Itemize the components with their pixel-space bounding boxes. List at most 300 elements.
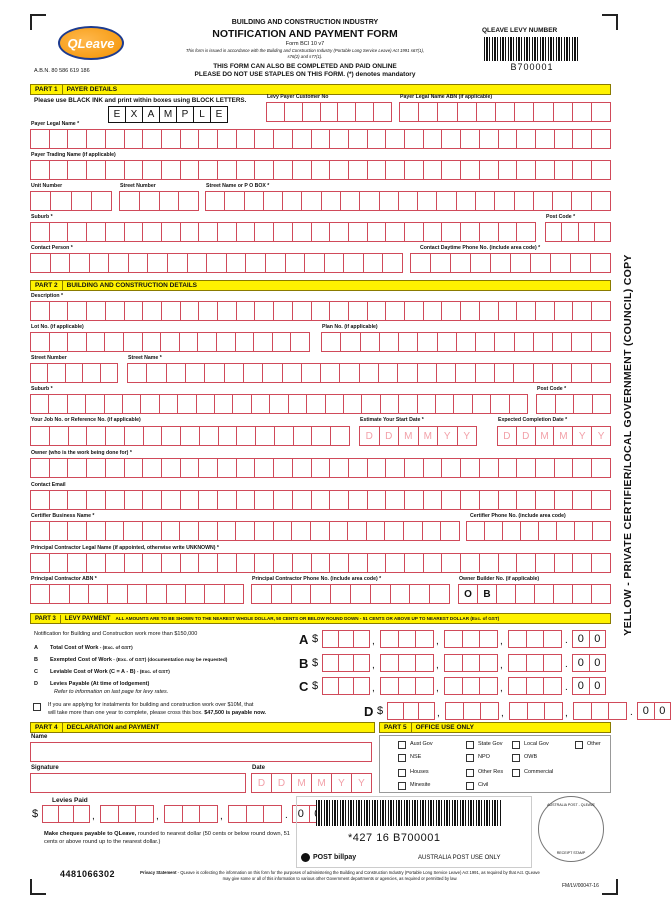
input-cell[interactable] xyxy=(256,427,275,445)
input-cell[interactable] xyxy=(106,554,125,572)
input-cell[interactable] xyxy=(31,254,51,272)
input-cell[interactable] xyxy=(553,364,572,382)
trading-name-field[interactable] xyxy=(30,160,611,180)
input-cell[interactable] xyxy=(165,806,183,822)
input-cell[interactable] xyxy=(125,223,144,241)
input-cell[interactable] xyxy=(536,459,555,477)
input-cell[interactable] xyxy=(349,161,368,179)
input-cell[interactable] xyxy=(162,554,181,572)
input-cell[interactable] xyxy=(405,130,424,148)
input-cell[interactable] xyxy=(106,130,125,148)
input-cell[interactable] xyxy=(480,223,499,241)
input-cell[interactable] xyxy=(386,491,405,509)
input-cell[interactable] xyxy=(49,395,67,413)
input-cell[interactable] xyxy=(544,678,561,694)
input-cell[interactable] xyxy=(461,554,480,572)
signature-field[interactable] xyxy=(30,773,246,793)
input-cell[interactable] xyxy=(31,333,50,351)
input-cell[interactable] xyxy=(87,130,106,148)
certifier-business-field[interactable] xyxy=(30,521,460,541)
amount-c-group[interactable] xyxy=(322,677,370,695)
input-cell[interactable] xyxy=(461,223,480,241)
input-cell[interactable] xyxy=(252,395,270,413)
input-cell[interactable] xyxy=(199,302,218,320)
suburb-field[interactable] xyxy=(30,222,536,242)
input-cell[interactable] xyxy=(305,254,325,272)
input-cell[interactable] xyxy=(442,223,461,241)
input-cell[interactable] xyxy=(218,130,237,148)
input-cell[interactable] xyxy=(416,655,433,671)
input-cell[interactable] xyxy=(499,302,518,320)
input-cell[interactable] xyxy=(510,703,528,719)
input-cell[interactable] xyxy=(270,395,288,413)
input-cell[interactable] xyxy=(227,254,247,272)
input-cell[interactable] xyxy=(167,585,186,603)
input-cell[interactable] xyxy=(50,459,69,477)
input-cell[interactable] xyxy=(340,364,359,382)
input-cell[interactable] xyxy=(386,161,405,179)
input-cell[interactable] xyxy=(293,459,312,477)
input-cell[interactable] xyxy=(69,427,88,445)
input-cell[interactable] xyxy=(405,223,424,241)
input-cell[interactable] xyxy=(572,333,591,351)
office-checkbox[interactable] xyxy=(398,741,406,749)
input-cell[interactable] xyxy=(442,459,461,477)
input-cell[interactable] xyxy=(495,333,514,351)
input-cell[interactable] xyxy=(50,161,69,179)
input-cell[interactable] xyxy=(326,395,344,413)
input-cell[interactable] xyxy=(219,427,238,445)
input-cell[interactable] xyxy=(162,130,181,148)
input-cell[interactable] xyxy=(274,161,293,179)
input-cell[interactable] xyxy=(495,364,514,382)
input-cell[interactable] xyxy=(368,554,387,572)
input-cell[interactable] xyxy=(416,631,433,647)
input-cell[interactable] xyxy=(162,491,181,509)
input-cell[interactable] xyxy=(405,161,424,179)
input-cell[interactable] xyxy=(573,130,592,148)
input-cell[interactable] xyxy=(348,522,367,540)
date-cell[interactable]: D xyxy=(380,427,400,445)
input-cell[interactable] xyxy=(381,395,399,413)
input-cell[interactable] xyxy=(368,130,387,148)
office-checkbox[interactable] xyxy=(466,741,474,749)
date-cell[interactable]: Y xyxy=(597,430,605,442)
input-cell[interactable] xyxy=(386,130,405,148)
amount-d-group[interactable] xyxy=(573,702,627,720)
input-cell[interactable] xyxy=(354,678,369,694)
input-cell[interactable] xyxy=(534,364,553,382)
input-cell[interactable] xyxy=(464,703,482,719)
owner-builder-prefix[interactable]: O xyxy=(459,585,478,603)
input-cell[interactable] xyxy=(573,161,592,179)
input-cell[interactable] xyxy=(143,302,162,320)
input-cell[interactable] xyxy=(87,302,106,320)
amount-b-cents[interactable] xyxy=(572,654,606,672)
input-cell[interactable] xyxy=(31,223,50,241)
input-cell[interactable] xyxy=(293,302,312,320)
input-cell[interactable] xyxy=(252,585,272,603)
input-cell[interactable] xyxy=(101,364,117,382)
input-cell[interactable] xyxy=(399,395,417,413)
input-cell[interactable] xyxy=(386,223,405,241)
input-cell[interactable] xyxy=(247,806,265,822)
input-cell[interactable] xyxy=(349,554,368,572)
input-cell[interactable] xyxy=(445,655,463,671)
input-cell[interactable] xyxy=(351,585,371,603)
customer-no-field[interactable] xyxy=(266,102,392,122)
input-cell[interactable] xyxy=(534,103,553,121)
input-cell[interactable] xyxy=(344,254,364,272)
input-cell[interactable] xyxy=(274,554,293,572)
input-cell[interactable] xyxy=(218,459,237,477)
input-cell[interactable] xyxy=(51,192,71,210)
unit-field[interactable] xyxy=(30,191,112,211)
street-no-field[interactable] xyxy=(119,191,199,211)
input-cell[interactable] xyxy=(442,130,461,148)
input-cell[interactable] xyxy=(143,554,162,572)
input-cell[interactable] xyxy=(285,103,303,121)
input-cell[interactable] xyxy=(339,631,355,647)
input-cell[interactable] xyxy=(207,254,227,272)
input-cell[interactable] xyxy=(90,254,110,272)
input-cell[interactable] xyxy=(436,395,454,413)
input-cell[interactable] xyxy=(31,364,48,382)
input-cell[interactable] xyxy=(579,223,595,241)
input-cell[interactable] xyxy=(68,333,87,351)
input-cell[interactable] xyxy=(463,631,481,647)
input-cell[interactable] xyxy=(510,395,527,413)
input-cell[interactable] xyxy=(237,161,256,179)
office-checkbox[interactable] xyxy=(512,754,520,762)
input-cell[interactable] xyxy=(467,522,485,540)
input-cell[interactable] xyxy=(430,585,449,603)
date-cell[interactable]: D xyxy=(498,427,517,445)
input-cell[interactable] xyxy=(491,254,511,272)
input-cell[interactable] xyxy=(374,103,391,121)
input-cell[interactable] xyxy=(68,491,87,509)
input-cell[interactable] xyxy=(442,302,461,320)
postcode-field[interactable] xyxy=(545,222,611,242)
input-cell[interactable] xyxy=(330,130,349,148)
input-cell[interactable] xyxy=(225,364,244,382)
levies-paid-group[interactable] xyxy=(100,805,154,823)
date-cell[interactable]: M xyxy=(419,427,439,445)
input-cell[interactable] xyxy=(293,130,312,148)
office-checkbox[interactable] xyxy=(575,741,583,749)
amount-a-group[interactable] xyxy=(508,630,562,648)
input-cell[interactable] xyxy=(360,192,379,210)
input-cell[interactable] xyxy=(50,585,69,603)
input-cell[interactable] xyxy=(509,655,527,671)
input-cell[interactable] xyxy=(68,522,87,540)
date-cell[interactable]: M xyxy=(536,427,555,445)
input-cell[interactable] xyxy=(499,459,518,477)
office-checkbox[interactable] xyxy=(466,754,474,762)
input-cell[interactable] xyxy=(225,192,244,210)
amount-a-group[interactable] xyxy=(444,630,498,648)
input-cell[interactable] xyxy=(454,395,472,413)
input-cell[interactable] xyxy=(31,427,50,445)
input-cell[interactable] xyxy=(205,364,224,382)
input-cell[interactable] xyxy=(225,585,243,603)
p2-street-no-field[interactable] xyxy=(30,363,118,383)
amount-a-group[interactable] xyxy=(322,630,370,648)
input-cell[interactable] xyxy=(87,427,106,445)
input-cell[interactable] xyxy=(385,522,404,540)
input-cell[interactable] xyxy=(162,223,181,241)
input-cell[interactable] xyxy=(535,585,554,603)
input-cell[interactable] xyxy=(294,427,313,445)
input-cell[interactable] xyxy=(181,302,200,320)
office-checkbox[interactable] xyxy=(466,769,474,777)
input-cell[interactable] xyxy=(181,223,200,241)
input-cell[interactable] xyxy=(480,459,499,477)
instalment-checkbox[interactable] xyxy=(33,703,41,711)
input-cell[interactable] xyxy=(517,161,536,179)
input-cell[interactable] xyxy=(424,491,443,509)
input-cell[interactable] xyxy=(554,103,573,121)
input-cell[interactable] xyxy=(593,522,610,540)
input-cell[interactable] xyxy=(217,333,236,351)
input-cell[interactable] xyxy=(609,703,626,719)
input-cell[interactable] xyxy=(68,223,87,241)
input-cell[interactable] xyxy=(108,585,127,603)
amount-c-group[interactable] xyxy=(444,677,498,695)
input-cell[interactable] xyxy=(180,522,199,540)
input-cell[interactable] xyxy=(528,703,546,719)
input-cell[interactable] xyxy=(101,806,119,822)
input-cell[interactable] xyxy=(274,459,293,477)
input-cell[interactable] xyxy=(31,585,50,603)
input-cell[interactable] xyxy=(555,491,574,509)
input-cell[interactable] xyxy=(125,554,144,572)
input-cell[interactable] xyxy=(399,192,418,210)
job-no-field[interactable] xyxy=(30,426,350,446)
office-checkbox[interactable] xyxy=(398,754,406,762)
input-cell[interactable] xyxy=(199,459,218,477)
input-cell[interactable] xyxy=(476,333,495,351)
input-cell[interactable] xyxy=(70,585,89,603)
input-cell[interactable] xyxy=(48,364,65,382)
input-cell[interactable] xyxy=(368,161,387,179)
input-cell[interactable] xyxy=(125,161,144,179)
input-cell[interactable] xyxy=(264,806,281,822)
input-cell[interactable] xyxy=(143,459,162,477)
input-cell[interactable] xyxy=(236,522,255,540)
input-cell[interactable] xyxy=(255,554,274,572)
input-cell[interactable] xyxy=(312,130,331,148)
input-cell[interactable] xyxy=(188,254,208,272)
input-cell[interactable] xyxy=(463,655,481,671)
input-cell[interactable] xyxy=(68,161,87,179)
date-cell[interactable]: D xyxy=(272,774,292,792)
input-cell[interactable] xyxy=(514,364,533,382)
input-cell[interactable] xyxy=(368,459,387,477)
input-cell[interactable] xyxy=(595,223,610,241)
input-cell[interactable] xyxy=(312,302,331,320)
levies-paid-group[interactable] xyxy=(228,805,282,823)
input-cell[interactable] xyxy=(312,554,331,572)
amount-b-group[interactable] xyxy=(322,654,370,672)
input-cell[interactable] xyxy=(572,364,591,382)
input-cell[interactable] xyxy=(330,161,349,179)
input-cell[interactable] xyxy=(517,491,536,509)
input-cell[interactable] xyxy=(368,302,387,320)
input-cell[interactable] xyxy=(400,103,419,121)
input-cell[interactable] xyxy=(106,491,125,509)
input-cell[interactable] xyxy=(321,364,340,382)
input-cell[interactable] xyxy=(379,364,398,382)
input-cell[interactable] xyxy=(109,254,129,272)
input-cell[interactable] xyxy=(200,806,217,822)
office-checkbox[interactable] xyxy=(512,741,520,749)
input-cell[interactable] xyxy=(480,491,499,509)
amount-a-group[interactable] xyxy=(380,630,434,648)
input-cell[interactable] xyxy=(255,459,274,477)
input-cell[interactable] xyxy=(50,302,69,320)
levies-paid-group[interactable] xyxy=(164,805,218,823)
input-cell[interactable] xyxy=(283,364,302,382)
input-cell[interactable] xyxy=(573,585,592,603)
input-cell[interactable] xyxy=(419,703,434,719)
amount-b-group[interactable] xyxy=(380,654,434,672)
input-cell[interactable] xyxy=(461,130,480,148)
input-cell[interactable] xyxy=(405,459,424,477)
input-cell[interactable] xyxy=(473,395,491,413)
input-cell[interactable] xyxy=(593,395,611,413)
input-cell[interactable] xyxy=(312,223,331,241)
input-cell[interactable] xyxy=(237,302,256,320)
input-cell[interactable] xyxy=(527,631,545,647)
input-cell[interactable] xyxy=(438,103,457,121)
input-cell[interactable] xyxy=(31,554,50,572)
input-cell[interactable] xyxy=(181,554,200,572)
input-cell[interactable] xyxy=(575,522,593,540)
input-cell[interactable] xyxy=(87,223,106,241)
input-cell[interactable] xyxy=(199,522,218,540)
input-cell[interactable] xyxy=(381,655,399,671)
input-cell[interactable] xyxy=(536,161,555,179)
input-cell[interactable] xyxy=(553,333,572,351)
input-cell[interactable] xyxy=(534,192,553,210)
input-cell[interactable] xyxy=(66,364,83,382)
input-cell[interactable] xyxy=(515,192,534,210)
input-cell[interactable] xyxy=(292,522,311,540)
input-cell[interactable] xyxy=(399,655,417,671)
input-cell[interactable] xyxy=(312,459,331,477)
input-cell[interactable] xyxy=(553,192,572,210)
input-cell[interactable] xyxy=(480,161,499,179)
owner-builder-prefix[interactable]: B xyxy=(478,585,497,603)
input-cell[interactable] xyxy=(229,806,247,822)
input-cell[interactable] xyxy=(437,192,456,210)
input-cell[interactable] xyxy=(555,459,574,477)
input-cell[interactable] xyxy=(572,192,591,210)
input-cell[interactable] xyxy=(31,192,51,210)
input-cell[interactable] xyxy=(293,223,312,241)
input-cell[interactable] xyxy=(89,585,108,603)
input-cell[interactable] xyxy=(183,806,201,822)
date-cell[interactable]: Y xyxy=(358,777,365,789)
input-cell[interactable] xyxy=(536,554,555,572)
input-cell[interactable] xyxy=(418,333,437,351)
input-cell[interactable] xyxy=(544,655,561,671)
name-field[interactable] xyxy=(30,742,372,762)
owner-field[interactable] xyxy=(30,458,611,478)
input-cell[interactable] xyxy=(68,302,87,320)
input-cell[interactable] xyxy=(123,395,141,413)
input-cell[interactable] xyxy=(349,130,368,148)
input-cell[interactable] xyxy=(237,427,256,445)
input-cell[interactable] xyxy=(92,192,111,210)
input-cell[interactable] xyxy=(499,223,518,241)
certifier-phone-field[interactable] xyxy=(466,521,611,541)
input-cell[interactable] xyxy=(339,678,355,694)
input-cell[interactable] xyxy=(480,302,499,320)
input-cell[interactable] xyxy=(423,522,442,540)
p2-suburb-field[interactable] xyxy=(30,394,528,414)
input-cell[interactable] xyxy=(354,655,369,671)
office-checkbox[interactable] xyxy=(398,782,406,790)
input-cell[interactable] xyxy=(410,585,430,603)
input-cell[interactable] xyxy=(50,554,69,572)
input-cell[interactable] xyxy=(124,522,143,540)
date-cell[interactable]: Y xyxy=(463,430,471,442)
input-cell[interactable] xyxy=(128,585,147,603)
input-cell[interactable] xyxy=(515,333,534,351)
input-cell[interactable] xyxy=(330,223,349,241)
input-cell[interactable] xyxy=(31,161,50,179)
input-cell[interactable] xyxy=(68,395,86,413)
input-cell[interactable] xyxy=(179,192,198,210)
input-cell[interactable] xyxy=(367,522,386,540)
input-cell[interactable] xyxy=(307,395,325,413)
input-cell[interactable] xyxy=(143,161,162,179)
input-cell[interactable] xyxy=(491,395,509,413)
input-cell[interactable] xyxy=(181,130,200,148)
input-cell[interactable] xyxy=(571,254,591,272)
date-cell[interactable]: Y xyxy=(332,774,352,792)
input-cell[interactable] xyxy=(461,302,480,320)
input-cell[interactable] xyxy=(162,161,181,179)
input-cell[interactable] xyxy=(405,302,424,320)
input-cell[interactable] xyxy=(274,302,293,320)
input-cell[interactable] xyxy=(43,806,59,822)
input-cell[interactable] xyxy=(50,427,69,445)
input-cell[interactable] xyxy=(438,333,457,351)
input-cell[interactable] xyxy=(31,491,50,509)
input-cell[interactable] xyxy=(404,703,420,719)
input-cell[interactable] xyxy=(31,130,50,148)
input-cell[interactable] xyxy=(471,254,491,272)
input-cell[interactable] xyxy=(147,364,166,382)
input-cell[interactable] xyxy=(323,655,339,671)
input-cell[interactable] xyxy=(551,254,571,272)
input-cell[interactable] xyxy=(162,522,181,540)
input-cell[interactable] xyxy=(125,130,144,148)
input-cell[interactable] xyxy=(148,254,168,272)
input-cell[interactable] xyxy=(371,585,391,603)
input-cell[interactable] xyxy=(481,703,498,719)
input-cell[interactable] xyxy=(180,333,199,351)
input-cell[interactable] xyxy=(72,192,92,210)
input-cell[interactable] xyxy=(480,655,497,671)
input-cell[interactable] xyxy=(120,192,140,210)
input-cell[interactable] xyxy=(534,333,553,351)
input-cell[interactable] xyxy=(380,192,399,210)
input-cell[interactable] xyxy=(245,192,264,210)
